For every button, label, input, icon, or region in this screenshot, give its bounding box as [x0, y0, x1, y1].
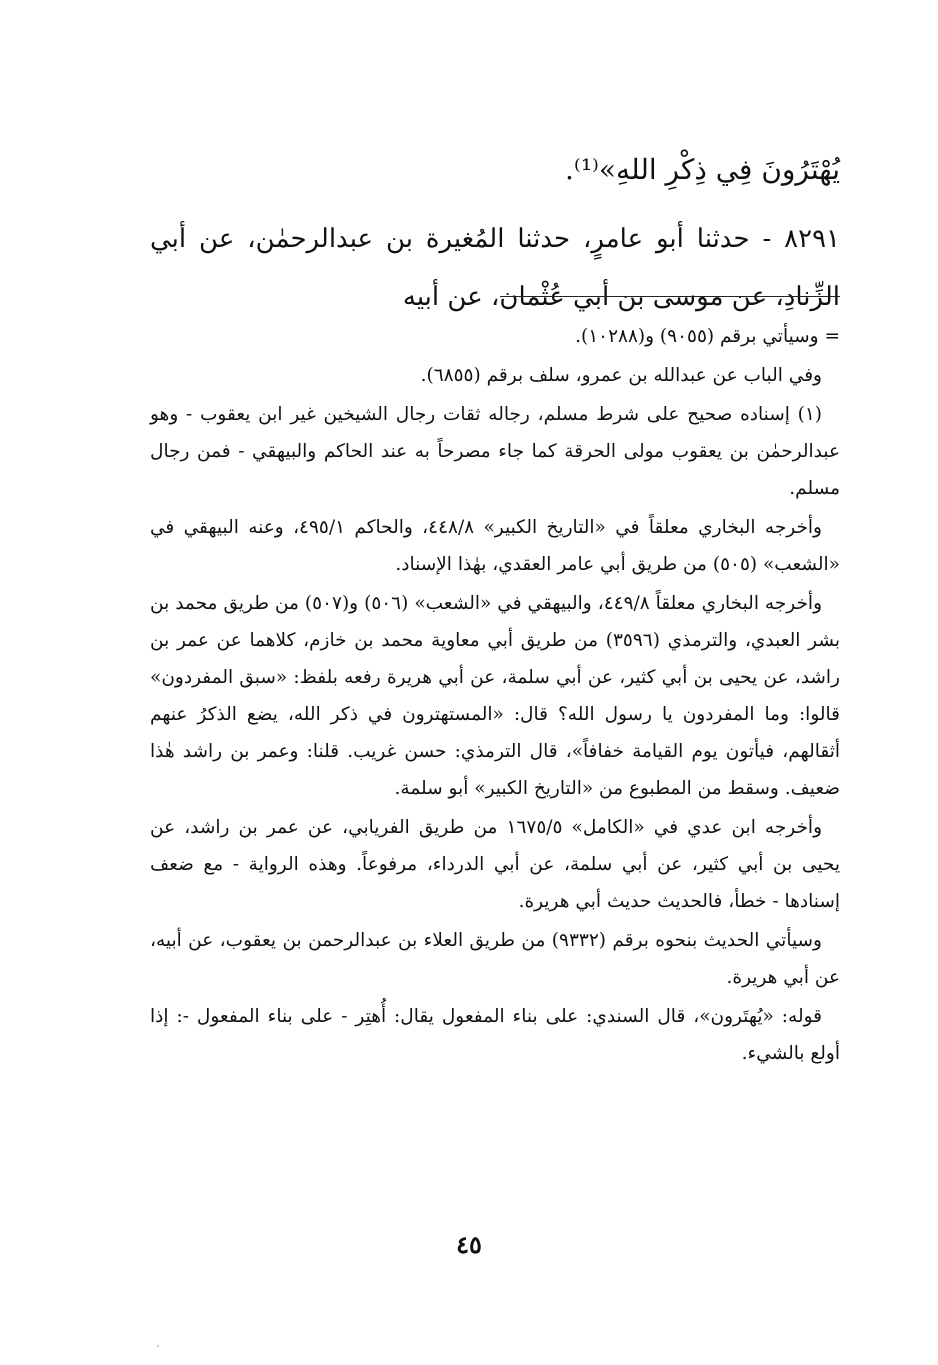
- footnote-paragraph: وفي الباب عن عبدالله بن عمرو، سلف برقم (٦٨٥٥).: [420, 365, 822, 386]
- hadith-text: - حدثنا أبو عامرٍ، حدثنا المُغيرة بن عبدالرحمٰن، عن أبي الزِّنادِ، عن موسى بن أبي عُثْمان، عن أبيه: [150, 224, 840, 312]
- footnotes: [150, 318, 840, 1074]
- footnote-separator: [500, 296, 840, 297]
- footnote-paragraph: وأخرجه ابن عدي في «الكامل» ١٦٧٥/٥ من طريق الفريابي، عن عمر بن راشد، عن يحيى بن أبي كثير، عن أبي سلمة، عن أبي الدرداء، مرفوعاً. وهذه الرواية - مع ضعف إسنادها - خطأ، فالحديث حديث أبي هريرة.: [150, 817, 840, 912]
- footnote-paragraph: وأخرجه البخاري معلقاً في «التاريخ الكبير» ٤٤٨/٨، والحاكم ٤٩٥/١، وعنه البيهقي في «الشعب» (٥٠٥) من طريق أبي عامر العقدي، بهٰذا الإسناد.: [150, 517, 840, 575]
- footnote-paragraph: (١) إسناده صحيح على شرط مسلم، رجاله ثقات رجال الشيخين غير ابن يعقوب - وهو عبدالرحمٰن بن يعقوب مولى الحرقة كما جاء مصرحاً به عند الحاكم والبيهقي - فمن رجال مسلم.: [150, 404, 840, 499]
- main-text-block: [150, 140, 840, 326]
- page-number: ٤٥: [456, 1230, 482, 1259]
- main-line-1: يُهْتَرُونَ فِي ذِكْرِ اللهِ»⁽¹⁾.: [565, 153, 840, 186]
- footnote-paragraph: قوله: «يُهتَرون»، قال السندي: على بناء المفعول يقال: أُهتِر - على بناء المفعول -: إذا أولع بالشيء.: [150, 1006, 840, 1064]
- hadith-paragraph: [150, 210, 840, 326]
- footnote-paragraph: وسيأتي الحديث بنحوه برقم (٩٣٣٢) من طريق العلاء بن عبدالرحمن بن يعقوب، عن أبيه، عن أبي هريرة.: [150, 930, 840, 988]
- scan-speck: [157, 1345, 159, 1347]
- footnote-paragraph: = وسيأتي برقم (٩٠٥٥) و(١٠٢٨٨).: [575, 326, 840, 347]
- hadith-number: ٨٢٩١: [784, 224, 841, 254]
- footnote-paragraph: وأخرجه البخاري معلقاً ٤٤٩/٨، والبيهقي في «الشعب» (٥٠٦) و(٥٠٧) من طريق محمد بن بشر العبدي، والترمذي (٣٥٩٦) من طريق أبي معاوية محمد بن خازم، كلاهما عن عمر بن راشد، عن يحيى بن أبي كثير، عن أبي سلمة، عن أبي هريرة رفعه بلفظ: «سبق المفردون» قالوا: وما المفردون يا رسول الله؟ قال: «المستهترون في ذكر الله، يضع الذكرُ عنهم أثقالهم، فيأتون يوم القيامة خفافاً»، قال الترمذي: حسن غريب. قلنا: وعمر بن راشد هٰذا ضعيف. وسقط من المطبوع من «التاريخ الكبير» أبو سلمة.: [150, 593, 840, 799]
